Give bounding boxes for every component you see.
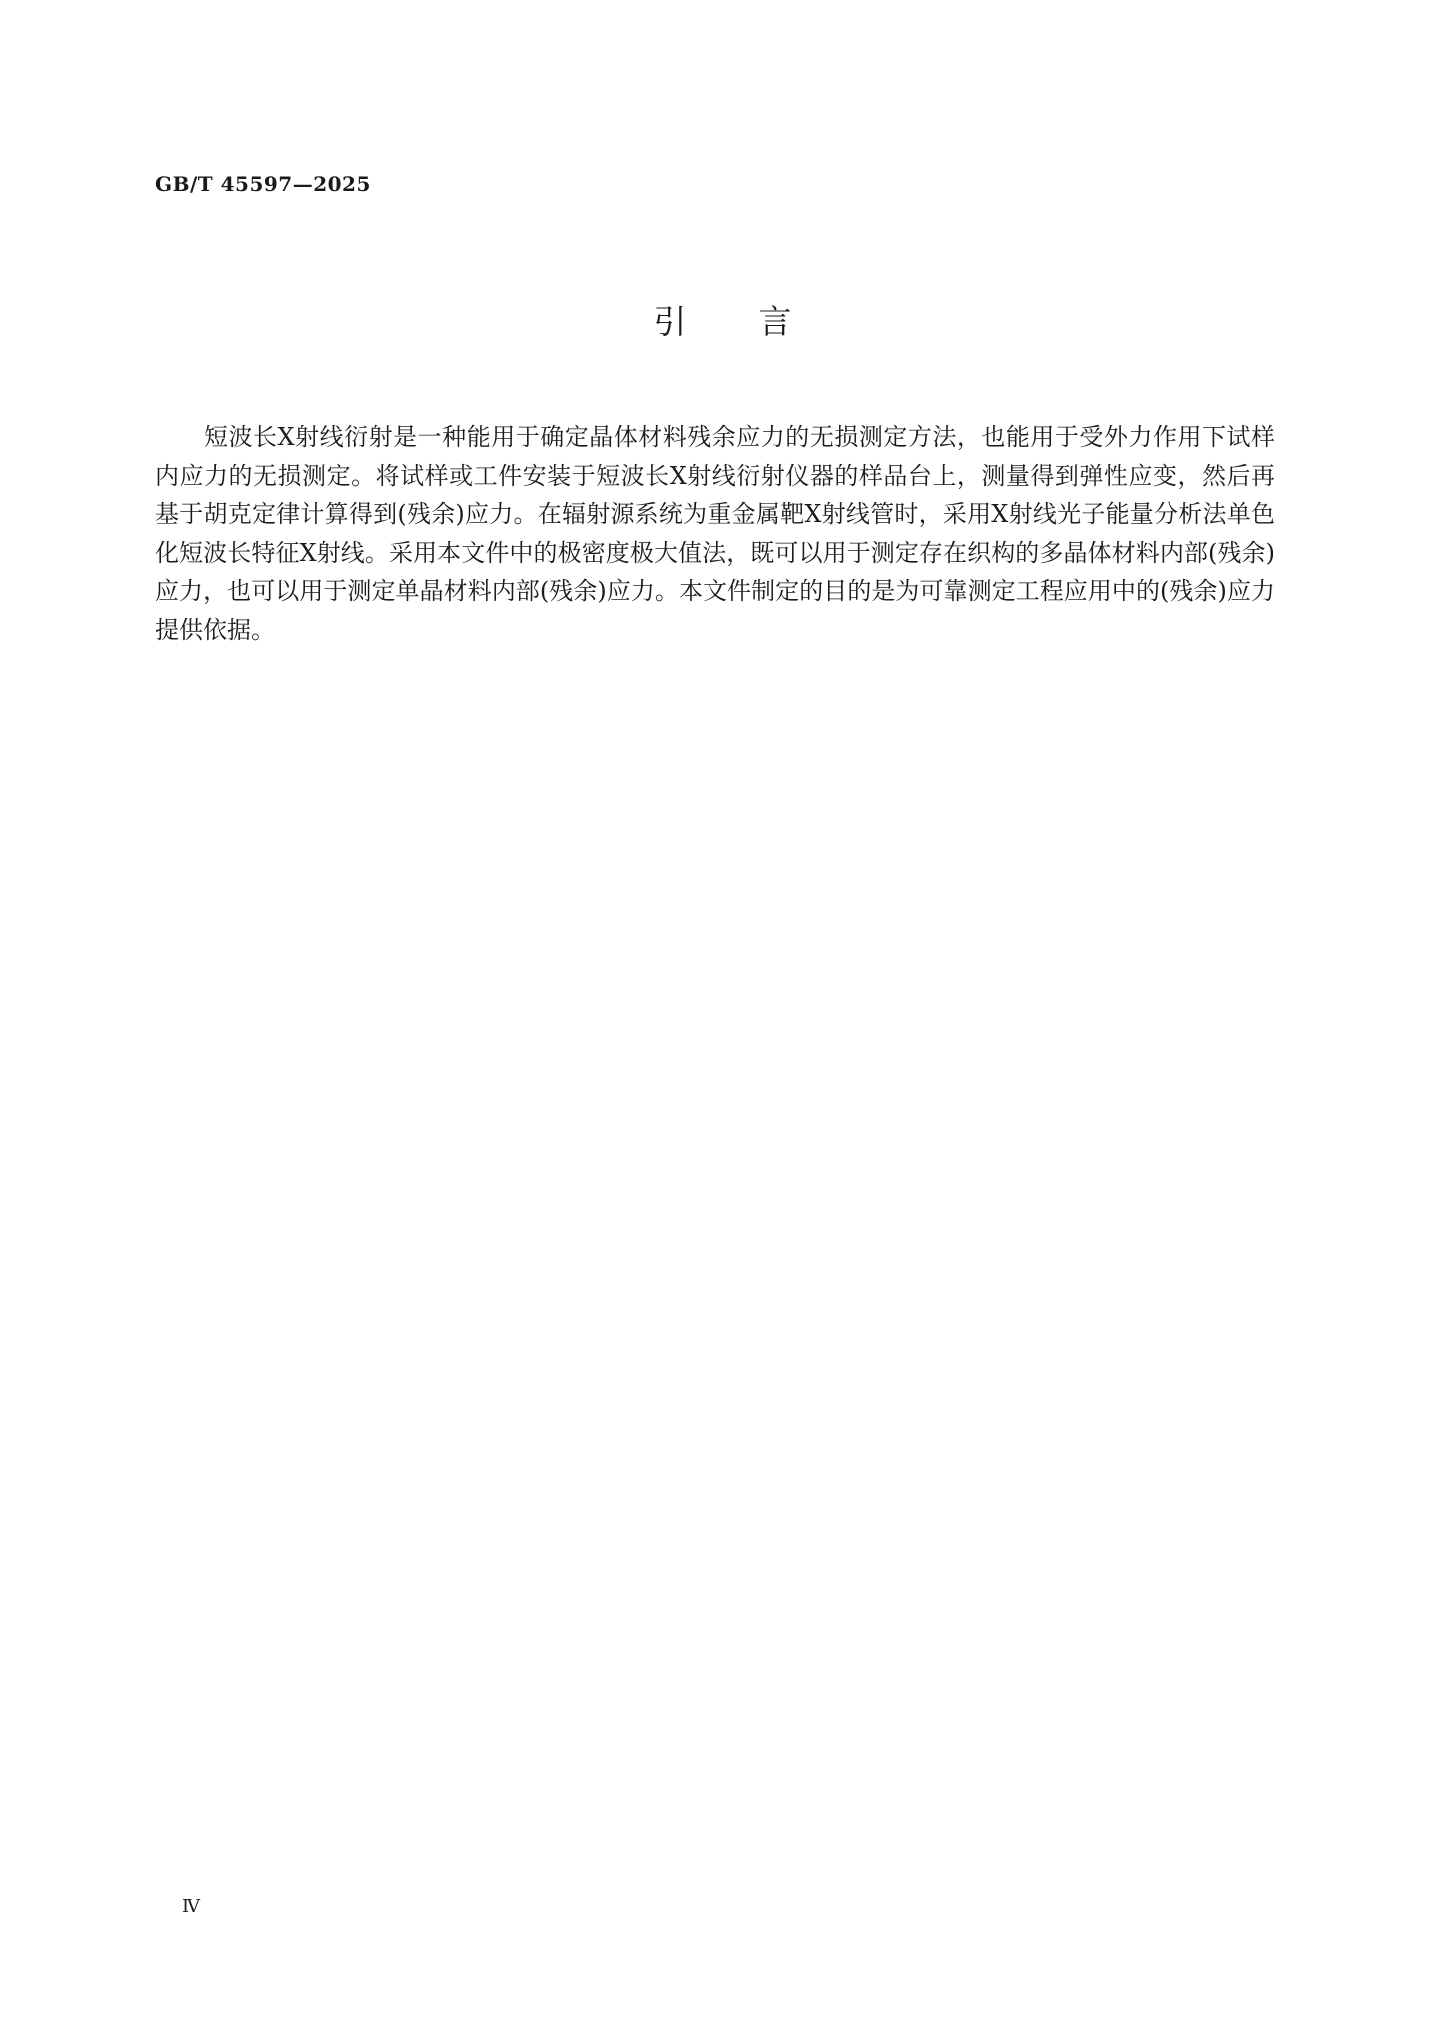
- section-title: 引言: [653, 302, 864, 341]
- page-number: Ⅳ: [182, 1896, 200, 1917]
- introduction-paragraph: 短波长X射线衍射是一种能用于确定晶体材料残余应力的无损测定方法，也能用于受外力作用下试样内应力的无损测定。将试样或工件安装于短波长X射线衍射仪器的样品台上，测量得到弹性应变，然后再基于胡克定律计算得到(残余)应力。在辐射源系统为重金属靶X射线管时，采用X射线光子能量分析法单色化短波长特征X射线。采用本文件中的极密度极大值法，既可以用于测定存在织构的多晶体材料内部(残余)应力，也可以用于测定单晶材料内部(残余)应力。本文件制定的目的是为可靠测定工程应用中的(残余)应力提供依据。: [155, 423, 1275, 644]
- standard-number: GB/T 45597—2025: [155, 172, 371, 196]
